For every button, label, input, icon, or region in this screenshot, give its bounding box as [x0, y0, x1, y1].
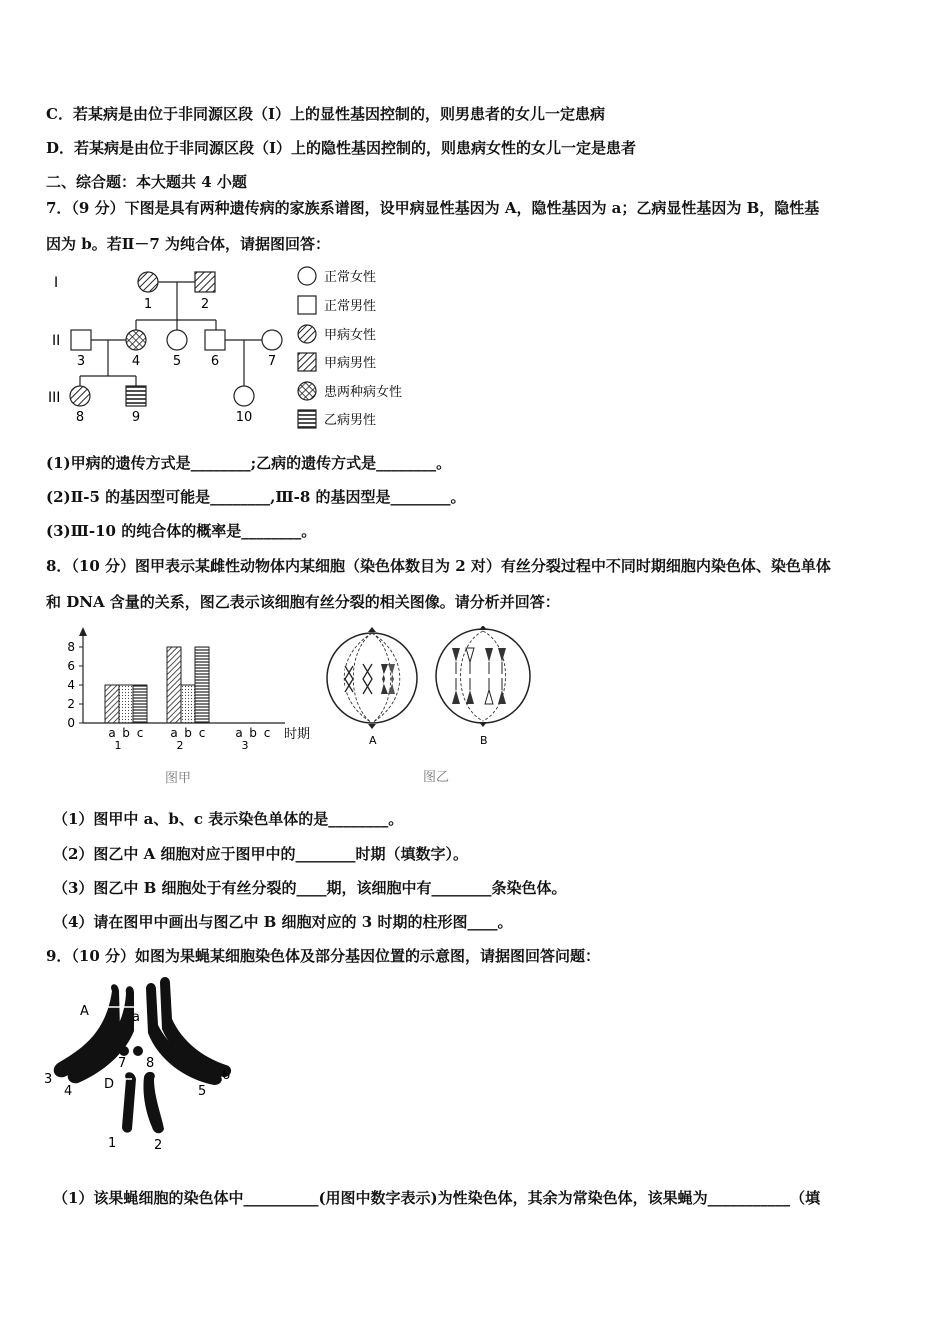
legend-symbol-both-female [298, 382, 316, 400]
x-sub-label: b [184, 726, 192, 740]
q8-stem-line1: 8．（10 分）图甲表示某雌性动物体内某细胞（染色体数目为 2 对）有丝分裂过程中不同时期细胞内染色体、染色单体 [46, 557, 831, 575]
legend-label-3: 甲病女性 [324, 328, 377, 343]
bar-2-c [195, 647, 209, 723]
legend-label-1: 正常女性 [324, 270, 377, 285]
gene-label-a: a [132, 1010, 140, 1025]
fly-chromosome-figure [42, 975, 242, 1159]
legend-symbol-yi-male [298, 410, 316, 428]
q8-sub2: （2）图乙中 A 细胞对应于图甲中的________时期（填数字）。 [53, 845, 469, 863]
gen-label-1: I [54, 275, 59, 291]
pedigree-individual-1 [138, 272, 158, 292]
id-6: 6 [210, 354, 220, 369]
chrom-num-2: 2 [154, 1138, 163, 1153]
chrom-num-3: 3 [44, 1072, 53, 1087]
chrom-num-7: 7 [118, 1056, 127, 1071]
pedigree-individual-6 [205, 330, 225, 350]
y-tick-label: 0 [67, 716, 75, 730]
q8-sub1: （1）图甲中 a、b、c 表示染色单体的是________。 [53, 810, 404, 828]
x-sub-label: a [235, 726, 243, 740]
pedigree-individual-4 [126, 330, 146, 350]
y-axis-arrow [79, 627, 87, 636]
x-sub-label: b [122, 726, 130, 740]
chrom-num-5: 5 [198, 1084, 207, 1099]
pedigree-individual-2 [195, 272, 215, 292]
id-10: 10 [235, 410, 253, 425]
x-sub-label: c [198, 726, 206, 740]
cell-b [436, 626, 530, 747]
q7-sub1: (1)甲病的遗传方式是________;乙病的遗传方式是________。 [46, 454, 452, 472]
q8-stem-line2: 和 DNA 含量的关系，图乙表示该细胞有丝分裂的相关图像。请分析并回答： [46, 593, 560, 611]
chart-caption: 图甲 [165, 771, 192, 786]
pedigree-individual-9 [126, 386, 146, 406]
pedigree-individual-10 [234, 386, 254, 406]
gene-label-A: A [80, 1004, 89, 1019]
cell-a [327, 627, 417, 747]
q7-sub2: (2)Ⅱ-5 的基因型可能是________,Ⅲ-8 的基因型是________。 [46, 488, 466, 506]
x-category-label: 1 [114, 739, 122, 752]
q7-stem-line1: 7．（9 分）下图是具有两种遗传病的家族系谱图，设甲病显性基因为 A，隐性基因为 a；乙病显性基因为 B，隐性基 [46, 199, 820, 217]
legend-symbol-normal-female [298, 267, 316, 285]
legend-label-2: 正常男性 [324, 299, 377, 314]
pedigree-figure [44, 262, 444, 436]
pedigree-individual-8 [70, 386, 90, 406]
cell-caption: 图乙 [423, 770, 450, 785]
id-1: 1 [143, 297, 153, 312]
option-c: C．若某病是由位于非同源区段（I）上的显性基因控制的，则男患者的女儿一定患病 [46, 105, 605, 123]
chromosome-2 [143, 1072, 164, 1133]
legend-symbol-jia-female [298, 325, 316, 343]
x-category-label: 2 [176, 739, 184, 752]
chromosome-7 [119, 1046, 129, 1056]
chrom-num-4: 4 [64, 1084, 73, 1099]
x-sub-label: a [170, 726, 178, 740]
option-d: D．若某病是由位于非同源区段（I）上的隐性基因控制的，则患病女性的女儿一定是患者 [46, 139, 637, 157]
cell-b-label: B [480, 734, 488, 747]
chart-figure [55, 622, 320, 791]
legend-label-6: 乙病男性 [324, 413, 377, 428]
pedigree-individual-5 [167, 330, 187, 350]
bar-1-b [119, 685, 133, 723]
id-2: 2 [200, 297, 210, 312]
legend-label-4: 甲病男性 [324, 356, 377, 371]
x-sub-label: a [108, 726, 116, 740]
gen-label-2: II [52, 333, 61, 349]
q7-stem-line2: 因为 b。若Ⅱ－7 为纯合体，请据图回答： [46, 235, 331, 253]
q8-sub3: （3）图乙中 B 细胞处于有丝分裂的____期，该细胞中有________条染色体。 [53, 879, 567, 897]
bar-2-a [167, 647, 181, 723]
legend-symbol-jia-male [298, 353, 316, 371]
chrom-num-8: 8 [146, 1056, 155, 1071]
x-axis-label: 时期 [284, 727, 311, 742]
chromosome-8 [133, 1046, 143, 1056]
id-7: 7 [267, 354, 277, 369]
y-tick-label: 6 [67, 659, 75, 673]
y-tick-label: 2 [67, 697, 75, 711]
id-3: 3 [76, 354, 86, 369]
pedigree-individual-3 [71, 330, 91, 350]
cell-figure [325, 626, 540, 790]
x-category-label: 3 [241, 739, 249, 752]
q9-stem: 9．（10 分）如图为果蝇某细胞染色体及部分基因位置的示意图，请据图回答问题： [46, 947, 601, 965]
bar-1-c [133, 685, 147, 723]
gen-label-3: III [48, 390, 61, 406]
gene-label-D: D [104, 1077, 115, 1092]
chromosome-1 [122, 1072, 136, 1132]
id-8: 8 [75, 410, 85, 425]
y-tick-label: 8 [67, 640, 75, 654]
chrom-num-6: 6 [222, 1068, 231, 1083]
pedigree-individual-7 [262, 330, 282, 350]
section-title: 二、综合题：本大题共 4 小题 [46, 173, 247, 191]
x-sub-label: c [136, 726, 144, 740]
legend-symbol-normal-male [298, 296, 316, 314]
x-sub-label: b [249, 726, 257, 740]
y-tick-label: 4 [67, 678, 75, 692]
id-5: 5 [172, 354, 182, 369]
bar-2-b [181, 685, 195, 723]
cell-a-label: A [369, 734, 377, 747]
q7-sub3: (3)Ⅲ-10 的纯合体的概率是________。 [46, 522, 317, 540]
q8-sub4: （4）请在图甲中画出与图乙中 B 细胞对应的 3 时期的柱形图____。 [53, 913, 513, 931]
chrom-num-1: 1 [108, 1136, 117, 1151]
x-sub-label: c [263, 726, 271, 740]
bar-1-a [105, 685, 119, 723]
legend-label-5: 患两种病女性 [324, 385, 403, 400]
id-9: 9 [131, 410, 141, 425]
q9-sub1: （1）该果蝇细胞的染色体中__________(用图中数字表示)为性染色体，其余为常染色体，该果蝇为___________（填 [53, 1189, 821, 1207]
id-4: 4 [131, 354, 141, 369]
